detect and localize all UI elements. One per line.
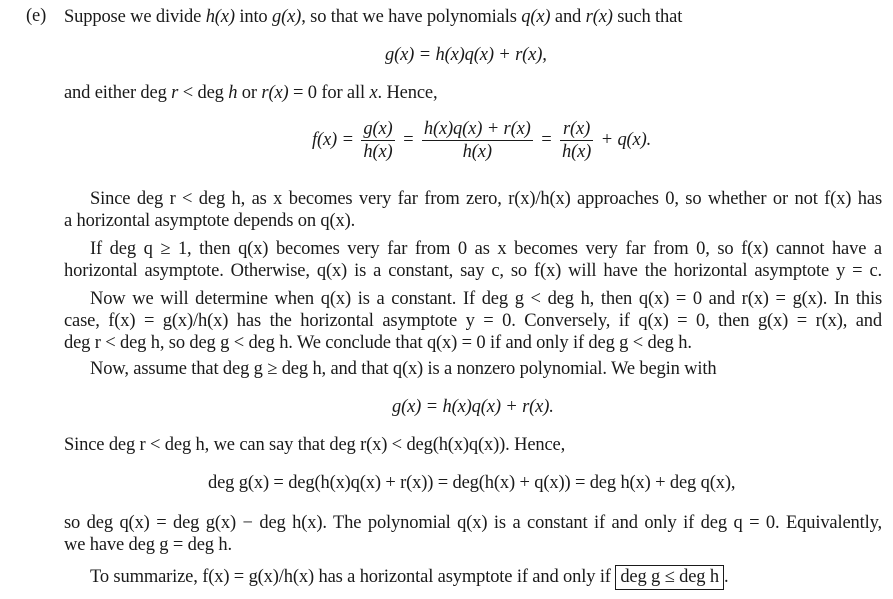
math-x: x (369, 83, 378, 103)
text: and either deg (64, 83, 172, 103)
math-r: r(x) (585, 7, 613, 27)
text: such that (612, 7, 683, 27)
period: . (723, 567, 729, 587)
text: or (237, 83, 262, 103)
math-rx: r(x) (261, 83, 289, 103)
equation-division-repeat: g(x) = h(x)q(x) + r(x). (392, 397, 554, 417)
intro-line (64, 6, 682, 28)
either-line (64, 82, 437, 104)
paragraph-3-line-1: Now we will determine when q(x) is a constant. If deg g < deg h, then q(x) = 0 and r(x) = g(x). In this (90, 289, 882, 309)
eq-tail: + q(x). (600, 130, 652, 150)
text: Suppose we divide (64, 7, 206, 27)
paragraph-1-line-2: a horizontal asymptote depends on q(x). (64, 211, 356, 231)
paragraph-4: Now, assume that deg g ≥ deg h, and that q(x) is a nonzero polynomial. We begin with (90, 359, 717, 379)
summary-text: To summarize, f(x) = g(x)/h(x) has a horizontal asymptote if and only if (90, 567, 611, 587)
boxed-answer: deg g ≤ deg h (615, 565, 724, 590)
paragraph-2-line-1: If deg q ≥ 1, then q(x) becomes very far from 0 as x becomes very far from 0, so f(x) cannot have a (90, 239, 882, 259)
fraction-expanded (422, 118, 533, 163)
denominator: h(x) (462, 142, 492, 162)
numerator: r(x) (560, 118, 593, 141)
part-label: (e) (26, 6, 47, 26)
equation-division: g(x) = h(x)q(x) + r(x), (385, 45, 547, 65)
paragraph-6-line-2: we have deg g = deg h. (64, 535, 232, 555)
text: into (234, 7, 273, 27)
denominator: h(x) (561, 142, 592, 162)
equals-sign: = (402, 130, 415, 150)
text: and (550, 7, 586, 27)
equation-degree: deg g(x) = deg(h(x)q(x) + r(x)) = deg(h(x) + q(x)) = deg h(x) + deg q(x), (208, 473, 736, 493)
paragraph-1-line-1: Since deg r < deg h, as x becomes very far from zero, r(x)/h(x) approaches 0, so whether or not f(x) has (90, 189, 882, 209)
summary-line (90, 566, 728, 588)
eq-lhs: f(x) = (312, 130, 354, 150)
paragraph-2-line-2: horizontal asymptote. Otherwise, q(x) is a constant, say c, so f(x) will have the horizontal asymptote y = c. (64, 261, 882, 281)
equals-sign: = (540, 130, 553, 150)
text: = 0 for all (288, 83, 370, 103)
text: . Hence, (377, 83, 438, 103)
paragraph-5: Since deg r < deg h, we can say that deg r(x) < deg(h(x)q(x)). Hence, (64, 435, 566, 455)
paragraph-3-line-3: deg r < deg h, so deg g < deg h. We conclude that q(x) = 0 if and only if deg g < deg h. (64, 333, 692, 353)
math-g: g(x) (272, 7, 302, 27)
fraction-r-over-h (560, 118, 593, 163)
paragraph-6-line-1: so deg q(x) = deg g(x) − deg h(x). The polynomial q(x) is a constant if and only if deg q = 0. Equivalently, (64, 513, 882, 533)
numerator: g(x) (363, 119, 393, 139)
denominator: h(x) (363, 142, 393, 162)
math-q: q(x) (521, 7, 551, 27)
text: < deg (178, 83, 229, 103)
math-h: h(x) (205, 7, 235, 27)
math-h: h (228, 83, 238, 103)
numerator: h(x)q(x) + r(x) (423, 119, 531, 139)
paragraph-3-line-2: case, f(x) = g(x)/h(x) has the horizontal asymptote y = 0. Conversely, if q(x) = 0, then g(x) = r(x), and (64, 311, 882, 331)
text: , so that we have polynomials (301, 7, 522, 27)
equation-f-fraction (312, 118, 651, 163)
fraction-g-over-h (361, 118, 394, 163)
math-r: r (171, 83, 179, 103)
